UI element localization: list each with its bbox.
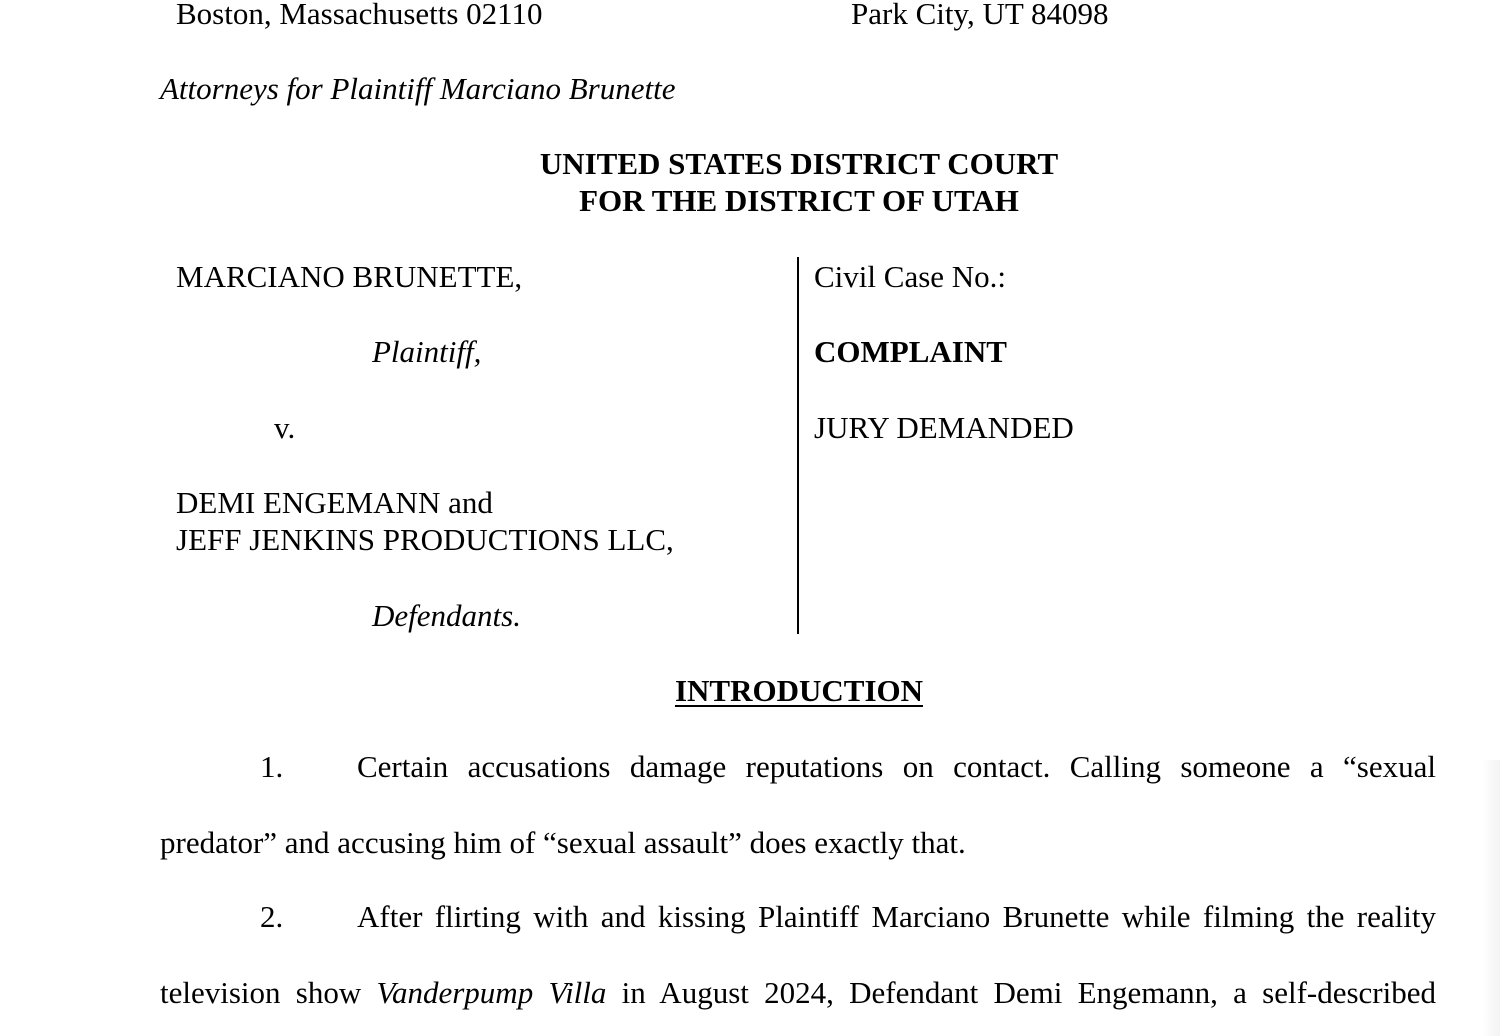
caption-divider <box>797 257 799 634</box>
case-number-label: Civil Case No.: <box>814 259 1007 294</box>
page-edge-shadow <box>1482 760 1500 1036</box>
paragraph-2-line-1: After flirting with and kissing Plaintiff Marciano Brunette while filming the reality <box>357 899 1436 934</box>
court-title-line-2: FOR THE DISTRICT OF UTAH <box>579 183 1019 218</box>
document-type: COMPLAINT <box>814 334 1007 369</box>
co-counsel-address: Park City, UT 84098 <box>851 0 1109 31</box>
paragraph-2-text-b: in August 2024, Defendant Demi Engemann, a self-described <box>606 975 1436 1010</box>
plaintiff-name: MARCIANO BRUNETTE, <box>176 259 523 294</box>
paragraph-1-line-1: Certain accusations damage reputations on contact. Calling someone a “sexual <box>357 749 1436 784</box>
attorneys-for-line: Attorneys for Plaintiff Marciano Brunette <box>160 71 676 106</box>
defendant-line-2: JEFF JENKINS PRODUCTIONS LLC, <box>176 522 674 557</box>
show-title: Vanderpump Villa <box>376 975 607 1010</box>
plaintiff-counsel-address: Boston, Massachusetts 02110 <box>176 0 543 31</box>
paragraph-2-number: 2. <box>260 899 284 934</box>
jury-demand: JURY DEMANDED <box>814 410 1074 445</box>
defendant-line-1: DEMI ENGEMANN and <box>176 485 493 520</box>
paragraph-2-text-a: television show <box>160 975 377 1010</box>
paragraph-2-line-2 <box>160 975 1436 1011</box>
versus: v. <box>274 410 296 445</box>
introduction-heading: INTRODUCTION <box>674 673 924 708</box>
court-title-line-1: UNITED STATES DISTRICT COURT <box>539 146 1059 181</box>
paragraph-1-line-2: predator” and accusing him of “sexual assault” does exactly that. <box>160 825 966 860</box>
section-heading <box>0 673 1500 709</box>
paragraph-1-number: 1. <box>260 749 284 784</box>
plaintiff-role: Plaintiff, <box>372 334 482 369</box>
defendant-role: Defendants. <box>372 598 521 633</box>
